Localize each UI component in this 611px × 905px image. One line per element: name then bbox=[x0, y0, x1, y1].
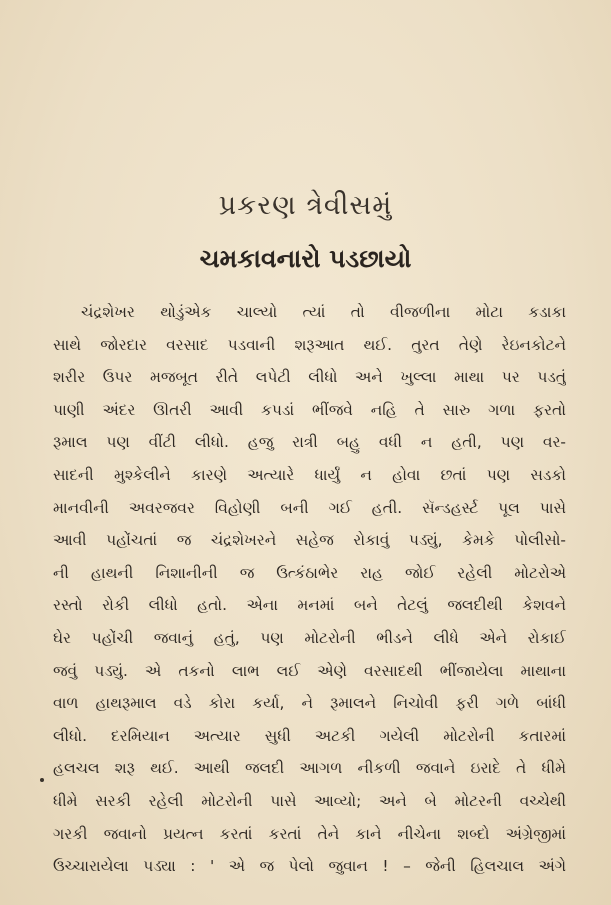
text-line: ઉચ્ચારાયેલા પડ્યા : ' એ જ પેલો જુવાન ! – જેની હિલચાલ અંગે bbox=[53, 857, 566, 876]
text-line: આવી પહોંચતાં જ ચંદ્રશેખરને સહેજ રોકાવું પડ્યું, કેમકે પોલીસો- bbox=[53, 531, 566, 550]
text-line: રસ્તો રોકી લીધો હતો. એના મનમાં બને તેટલું જલદીથી કેશવને bbox=[53, 596, 566, 615]
text-line: રૂમાલ પણ વીંટી લીધો. હજુ રાત્રી બહુ વધી ન હતી, પણ વર- bbox=[53, 433, 566, 452]
chapter-subtitle: ચમકાવનારો પડછાયો bbox=[199, 244, 412, 273]
text-line: ની હાથની નિશાનીની જ ઉત્કંઠાભેર રાહ જોઈ રહેલી મોટરોએ bbox=[53, 563, 566, 582]
text-line: શરીર ઉપર મજબૂત રીતે લપેટી લીધો અને ખુલ્લા માથા પર પડતું bbox=[53, 368, 566, 387]
text-line: ગરકી જવાનો પ્રયત્ન કરતાં કરતાં તેને કાને નીચેના શબ્દો અંગ્રેજીમાં bbox=[53, 824, 566, 843]
margin-mark bbox=[40, 778, 44, 782]
body-text bbox=[53, 296, 566, 883]
text-line: સાદની મુશ્કેલીને કારણે અત્યારે ધાર્યું ન હોવા છતાં પણ સડકો bbox=[53, 465, 566, 484]
text-line: જવું પડ્યું. એ તકનો લાભ લઈ એણે વરસાદથી ભીંજાયેલા માથાના bbox=[53, 661, 566, 680]
text-line: સાથે જોરદાર વરસાદ પડવાની શરૂઆત થઈ. તુરત તેણે રેઇનકોટને bbox=[53, 335, 566, 354]
text-line: લીધો. દરમિયાન અત્યાર સુધી અટકી ગયેલી મોટરોની કતારમાં bbox=[53, 726, 566, 745]
text-line: ઘેર પહોંચી જવાનું હતું, પણ મોટરોની ભીડને લીધે એને રોકાઈ bbox=[53, 628, 566, 647]
text-line: માનવીની અવરજવર વિહોણી બની ગઈ હતી. સૅન્ડહર્સ્ટ પૂલ પાસે bbox=[53, 498, 566, 517]
text-line: હલચલ શરૂ થઈ. આથી જલદી આગળ નીકળી જવાને ઇરાદે તે ધીમે bbox=[53, 759, 566, 778]
text-line: વાળ હાથરૂમાલ વડે કોરા કર્યા, ને રૂમાલને નિચોવી ફરી ગળે બાંધી bbox=[53, 694, 566, 713]
text-line: ચંદ્રશેખર થોડુંએક ચાલ્યો ત્યાં તો વીજળીના મોટા કડાકા bbox=[81, 303, 566, 321]
text-line: પાણી અંદર ઊતરી આવી કપડાં ભીંજવે નહિ તે સારુ ગળા ફરતો bbox=[53, 400, 566, 419]
chapter-title: પ્રકરણ ત્રેવીસમું bbox=[218, 190, 393, 221]
text-line: ધીમે સરકી રહેલી મોટરોની પાસે આવ્યો; અને બે મોટરની વચ્ચેથી bbox=[53, 791, 566, 810]
